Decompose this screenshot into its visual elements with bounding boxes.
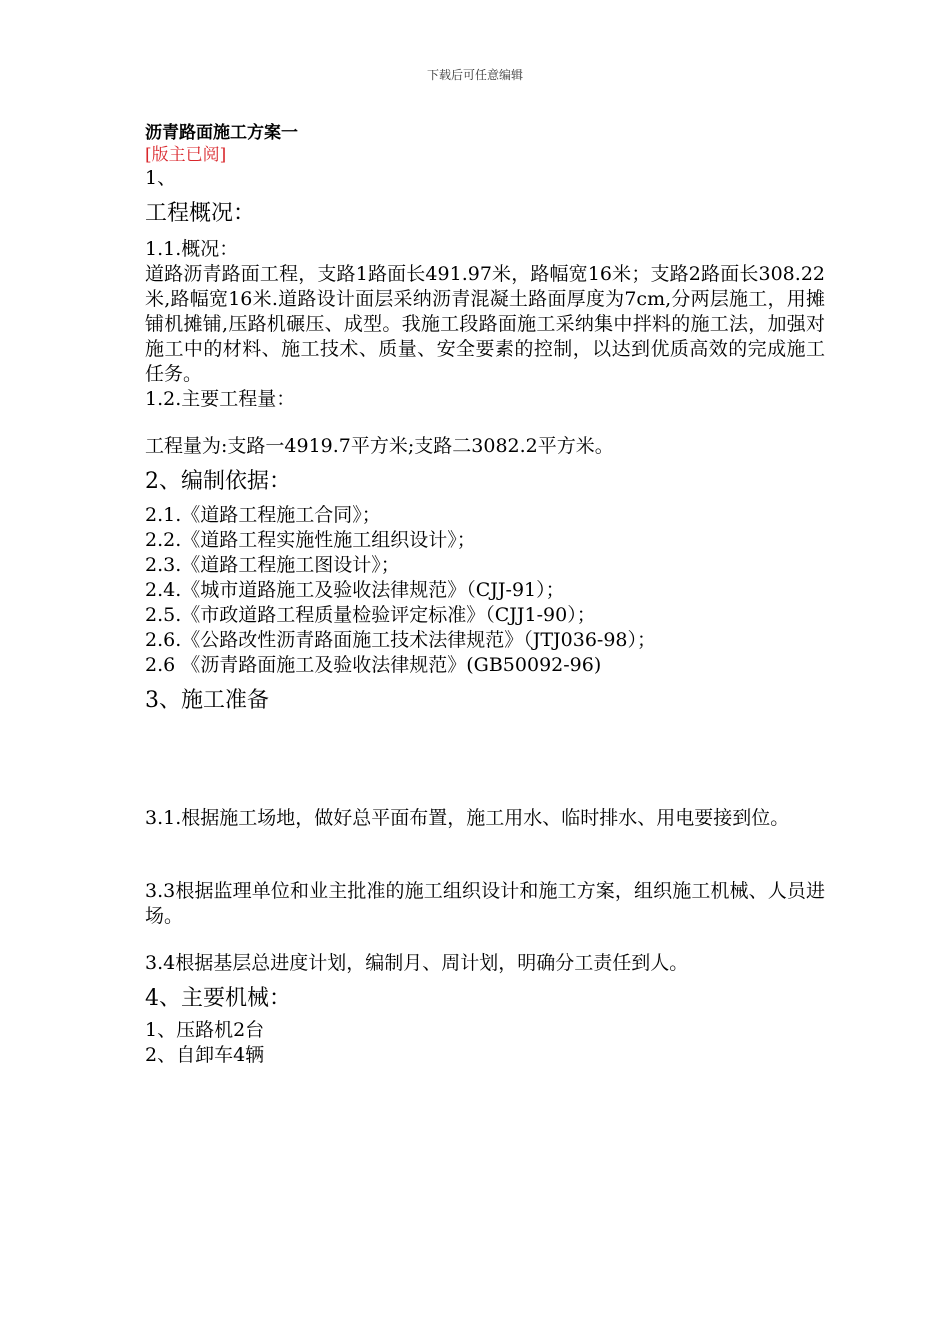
reference-item: 2.3.《道路工程施工图设计》； <box>145 554 400 576</box>
overview-paragraph: 道路沥青路面工程，支路1路面长491.97米，路幅宽16米；支路2路面长308.22米,路幅宽16米.道路设计面层采纳沥青混凝土路面厚度为7cm,分两层施工，用摊铺机摊铺,压路机碾压、成型。我施工段路面施工采纳集中拌料的施工法，加强对施工中的材料、施工技术、质量、安全要素的控制，以达到优质高效的完成施工任务。 <box>145 263 825 385</box>
moderator-note: [版主已阅] <box>145 145 227 165</box>
preparation-paragraph-3-4: 3.4根据基层总进度计划，编制月、周计划，明确分工责任到人。 <box>145 952 689 974</box>
subsection-label-overview: 1.1.概况： <box>145 238 239 260</box>
section-number: 1、 <box>145 167 177 189</box>
reference-item: 2.1.《道路工程施工合同》； <box>145 504 381 526</box>
reference-list <box>145 503 825 678</box>
reference-item: 2.2.《道路工程实施性施工组织设计》； <box>145 529 476 551</box>
section-heading-overview: 工程概况： <box>145 201 256 226</box>
machinery-item: 1、压路机2台 <box>145 1019 265 1041</box>
section-heading-preparation: 3、施工准备 <box>145 688 269 713</box>
reference-item: 2.6.《公路改性沥青路面施工技术法律规范》（JTJ036-98）； <box>145 629 657 651</box>
quantities-paragraph: 工程量为:支路一4919.7平方米;支路二3082.2平方米。 <box>145 435 614 457</box>
reference-item: 2.6 《沥青路面施工及验收法律规范》(GB50092-96) <box>145 654 602 676</box>
preparation-paragraph-3-1: 3.1.根据施工场地，做好总平面布置，施工用水、临时排水、用电要接到位。 <box>145 807 790 829</box>
section-heading-machinery: 4、主要机械： <box>145 986 291 1011</box>
page-header: 下载后可任意编辑 <box>426 68 523 82</box>
machinery-item: 2、自卸车4辆 <box>145 1044 265 1066</box>
preparation-paragraph-3-3: 3.3根据监理单位和业主批准的施工组织设计和施工方案，组织施工机械、人员进场。 <box>145 880 825 927</box>
subsection-label-quantities: 1.2.主要工程量： <box>145 388 296 410</box>
document-body <box>145 122 825 1068</box>
reference-item: 2.4.《城市道路施工及验收法律规范》（CJJ-91）； <box>145 579 565 601</box>
section-heading-basis: 2、编制依据： <box>145 469 291 494</box>
document-title: 沥青路面施工方案一 <box>145 123 298 143</box>
reference-item: 2.5.《市政道路工程质量检验评定标准》（CJJ1-90）； <box>145 604 596 626</box>
